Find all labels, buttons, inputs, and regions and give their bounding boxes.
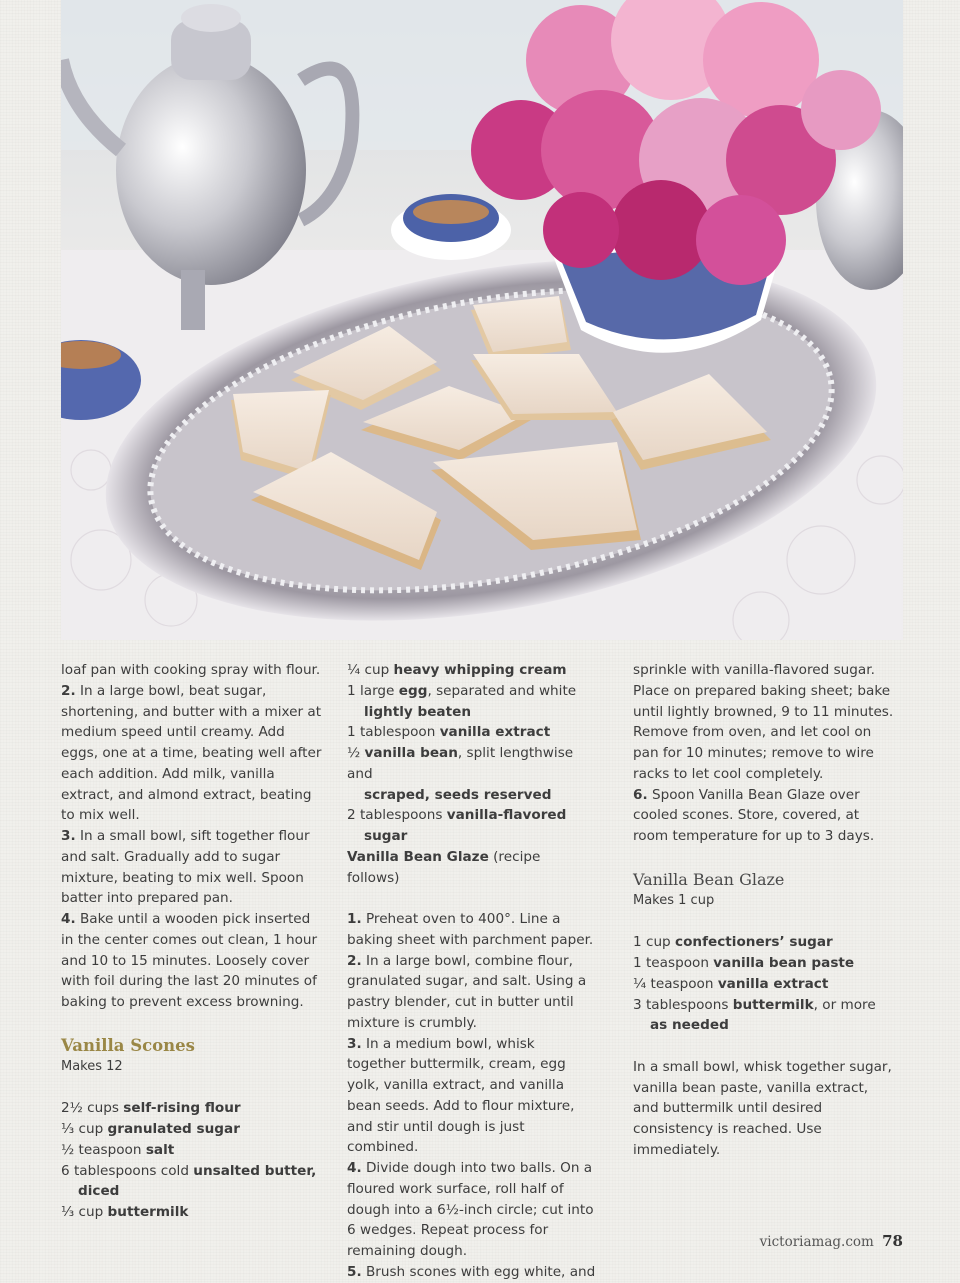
- hero-photo: [61, 0, 903, 640]
- ingredient: 1 cup confectioners’ sugar: [633, 934, 833, 951]
- step-3: 3. In a small bowl, sift together flour and salt. Gradually add to sugar mixture, beating to mix well. Spoon batter into prepared pan.: [61, 828, 310, 907]
- ingredient: 1 large egg, separated and white lightly beaten: [347, 682, 577, 720]
- ingredient: 1 tablespoon vanilla extract: [347, 724, 551, 741]
- ingredient: 6 tablespoons cold unsalted butter, diced: [61, 1162, 317, 1200]
- recipe-title: Vanilla Bean Glaze: [633, 869, 785, 889]
- glaze-method: In a small bowl, whisk together sugar, vanilla bean paste, vanilla extract, and buttermilk until desired consistency is reached. Use immediately.: [633, 1058, 892, 1158]
- step-1: 1. Preheat oven to 400°. Line a baking sheet with parchment paper.: [347, 911, 594, 948]
- ingredient: ⅓ cup granulated sugar: [61, 1121, 240, 1137]
- recipe-title: Vanilla Scones: [61, 1035, 195, 1055]
- ingredient: 1 teaspoon vanilla bean paste: [633, 955, 855, 971]
- ingredient: Vanilla Bean Glaze (recipe follows): [347, 848, 541, 886]
- step-4: 4. Divide dough into two balls. On a floured work surface, roll half of dough into a 6½-inch circle; cut into 6 wedges. Repeat process for remaining dough.: [347, 1160, 594, 1259]
- ingredient: ½ vanilla bean, split lengthwise and scraped, seeds reserved: [347, 745, 574, 803]
- ingredient: ⅓ cup buttermilk: [61, 1204, 189, 1220]
- paragraph: loaf pan with cooking spray with flour.: [61, 662, 321, 678]
- ingredient-list: [61, 1098, 323, 1223]
- step-3: 3. In a medium bowl, whisk together buttermilk, cream, egg yolk, vanilla extract, and vanilla bean seeds. Add to flour mixture, and stir until dough is just combined.: [347, 1035, 575, 1156]
- recipe-yield: Makes 12: [61, 1058, 123, 1074]
- page-number: 78: [882, 1232, 903, 1250]
- step-4: 4. Bake until a wooden pick inserted in the center comes out clean, 1 hour and 10 to 15 minutes. Loosely cover with foil during the last 20 minutes of baking to prevent excess browning.: [61, 911, 318, 1010]
- step-5: 5. Brush scones with egg white, and: [347, 1263, 596, 1280]
- step-6: 6. Spoon Vanilla Bean Glaze over cooled scones. Store, covered, at room temperature for up to 3 days.: [633, 786, 875, 844]
- ingredient: ¼ cup heavy whipping cream: [347, 662, 567, 678]
- ingredient-list: [633, 932, 895, 1036]
- ingredient: 2 tablespoons vanilla-flavored sugar: [347, 807, 567, 844]
- paragraph: sprinkle with vanilla-flavored sugar. Place on prepared baking sheet; bake until lightly browned, 9 to 11 minutes. Remove from oven, and let cool on pan for 10 minutes; remove to wire racks to let cool completely.: [633, 662, 894, 782]
- text-column-1: [61, 660, 323, 1223]
- ingredient: 2½ cups self-rising flour: [61, 1100, 241, 1117]
- ingredient: ½ teaspoon salt: [61, 1141, 175, 1158]
- page-footer: [760, 1232, 903, 1250]
- text-column-3: [633, 660, 895, 1161]
- ingredient-list: [347, 660, 597, 888]
- text-column-2: [347, 660, 597, 1283]
- recipe-yield: Makes 1 cup: [633, 892, 715, 908]
- step-2: 2. In a large bowl, combine flour, granulated sugar, and salt. Using a pastry blender, cut in butter until mixture is crumbly.: [347, 952, 587, 1031]
- step-2: 2. In a large bowl, beat sugar, shortening, and butter with a mixer at medium speed until creamy. Add eggs, one at a time, beating well after each addition. Add milk, vanilla extract, and almond extract, beating to mix well.: [61, 682, 322, 824]
- site-link[interactable]: victoriamag.com: [759, 1234, 874, 1250]
- ingredient: 3 tablespoons buttermilk, or more as needed: [633, 996, 876, 1034]
- ingredient: ¼ teaspoon vanilla extract: [633, 975, 829, 992]
- scones-photo-illustration: [61, 0, 903, 640]
